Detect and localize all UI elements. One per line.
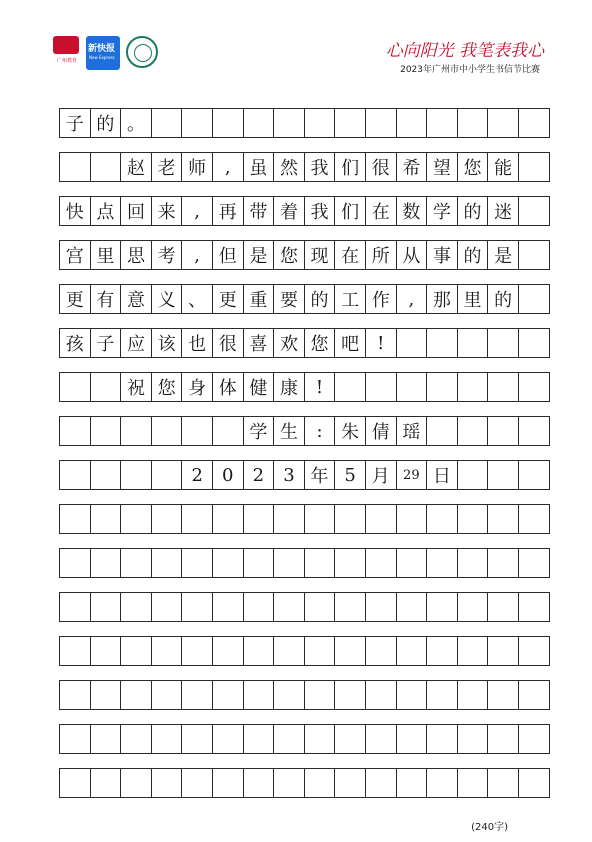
- grid-cell: [518, 328, 550, 358]
- grid-cell: 体: [212, 372, 244, 402]
- grid-row: [59, 108, 549, 138]
- grid-cell: [90, 152, 122, 182]
- grid-cell: [151, 636, 183, 666]
- grid-cell: [304, 636, 336, 666]
- grid-cell: [334, 372, 366, 402]
- grid-cell: [212, 416, 244, 446]
- grid-cell: [151, 460, 183, 490]
- grid-cell: [243, 108, 275, 138]
- grid-cell: 很: [212, 328, 244, 358]
- grid-cell: [518, 152, 550, 182]
- grid-cell: 您: [304, 328, 336, 358]
- grid-cell: 月: [365, 460, 397, 490]
- grid-cell: 日: [426, 460, 458, 490]
- grid-cell: 回: [120, 196, 152, 226]
- grid-cell: 考: [151, 240, 183, 270]
- grid-cell: [151, 592, 183, 622]
- grid-cell: 倩: [365, 416, 397, 446]
- grid-cell: 从: [396, 240, 428, 270]
- grid-cell: [518, 372, 550, 402]
- grid-cell: 更: [212, 284, 244, 314]
- grid-cell: [334, 108, 366, 138]
- grid-cell: 0: [212, 460, 244, 490]
- grid-cell: [396, 548, 428, 578]
- contest-title: 2023年广州市中小学生书信节比赛: [400, 65, 540, 75]
- grid-cell: 2: [243, 460, 275, 490]
- grid-row: [59, 372, 549, 402]
- grid-cell: [457, 592, 489, 622]
- grid-cell: 也: [181, 328, 213, 358]
- grid-cell: 您: [151, 372, 183, 402]
- grid-cell: [151, 416, 183, 446]
- grid-cell: 您: [457, 152, 489, 182]
- grid-cell: ,: [181, 196, 213, 226]
- grid-cell: 应: [120, 328, 152, 358]
- grid-cell: [396, 724, 428, 754]
- grid-cell: 事: [426, 240, 458, 270]
- grid-cell: [90, 768, 122, 798]
- grid-cell: [365, 768, 397, 798]
- page-header: [0, 0, 592, 90]
- grid-cell: [487, 724, 519, 754]
- grid-cell: :: [304, 416, 336, 446]
- grid-cell: [90, 680, 122, 710]
- grid-cell: [59, 724, 91, 754]
- grid-cell: [426, 504, 458, 534]
- grid-cell: [120, 592, 152, 622]
- grid-cell: [181, 636, 213, 666]
- grid-cell: [457, 548, 489, 578]
- grid-cell: [334, 548, 366, 578]
- grid-cell: [212, 680, 244, 710]
- grid-cell: [457, 372, 489, 402]
- grid-cell: [181, 416, 213, 446]
- grid-cell: [90, 504, 122, 534]
- grid-cell: [243, 680, 275, 710]
- grid-cell: 作: [365, 284, 397, 314]
- grid-cell: [243, 592, 275, 622]
- grid-row: [59, 416, 549, 446]
- grid-cell: [273, 108, 305, 138]
- grid-cell: 现: [304, 240, 336, 270]
- grid-cell: [151, 548, 183, 578]
- grid-cell: [426, 416, 458, 446]
- grid-cell: 生: [273, 416, 305, 446]
- grid-cell: [487, 108, 519, 138]
- xinkuaibao-en-label: New Express: [89, 55, 115, 60]
- grid-cell: 意: [120, 284, 152, 314]
- grid-cell: [212, 504, 244, 534]
- grid-cell: ,: [396, 284, 428, 314]
- grid-cell: [59, 504, 91, 534]
- grid-cell: [426, 680, 458, 710]
- grid-cell: 来: [151, 196, 183, 226]
- grid-cell: 工: [334, 284, 366, 314]
- grid-cell: [487, 548, 519, 578]
- grid-cell: [457, 636, 489, 666]
- grid-cell: [487, 328, 519, 358]
- grid-cell: 是: [243, 240, 275, 270]
- grid-cell: 里: [90, 240, 122, 270]
- grid-cell: [518, 460, 550, 490]
- grid-cell: [396, 680, 428, 710]
- grid-cell: 快: [59, 196, 91, 226]
- grid-cell: [365, 592, 397, 622]
- grid-cell: 我: [304, 152, 336, 182]
- grid-cell: 们: [334, 196, 366, 226]
- grid-cell: [457, 504, 489, 534]
- grid-cell: 祝: [120, 372, 152, 402]
- grid-cell: 3: [273, 460, 305, 490]
- grid-cell: 学: [243, 416, 275, 446]
- grid-cell: [120, 636, 152, 666]
- grid-cell: [426, 548, 458, 578]
- grid-cell: [426, 592, 458, 622]
- grid-cell: 有: [90, 284, 122, 314]
- grid-cell: [212, 636, 244, 666]
- grid-cell: [90, 416, 122, 446]
- grid-row: [59, 548, 549, 578]
- grid-cell: 然: [273, 152, 305, 182]
- grid-cell: [518, 504, 550, 534]
- grid-cell: [304, 548, 336, 578]
- grid-cell: [90, 636, 122, 666]
- grid-cell: [243, 768, 275, 798]
- grid-cell: [334, 680, 366, 710]
- grid-cell: 29: [396, 460, 428, 490]
- grid-cell: 健: [243, 372, 275, 402]
- grid-cell: 吧: [334, 328, 366, 358]
- grid-cell: 子: [59, 108, 91, 138]
- grid-cell: 赵: [120, 152, 152, 182]
- grid-cell: [396, 504, 428, 534]
- grid-cell: [273, 680, 305, 710]
- grid-cell: [365, 680, 397, 710]
- grid-cell: [518, 240, 550, 270]
- grid-cell: 那: [426, 284, 458, 314]
- seal-logo: [126, 36, 158, 68]
- grid-cell: [365, 636, 397, 666]
- grid-cell: 虽: [243, 152, 275, 182]
- grid-cell: [426, 636, 458, 666]
- grid-cell: [59, 460, 91, 490]
- grid-row: [59, 636, 549, 666]
- grid-cell: [518, 196, 550, 226]
- grid-cell: 望: [426, 152, 458, 182]
- grid-cell: 更: [59, 284, 91, 314]
- grid-cell: [151, 680, 183, 710]
- grid-cell: [90, 592, 122, 622]
- grid-cell: !: [365, 328, 397, 358]
- grid-row: [59, 724, 549, 754]
- grid-cell: [212, 548, 244, 578]
- grid-cell: [304, 592, 336, 622]
- grid-cell: [396, 636, 428, 666]
- grid-cell: [334, 724, 366, 754]
- grid-cell: [181, 724, 213, 754]
- grid-cell: [518, 592, 550, 622]
- grid-cell: 带: [243, 196, 275, 226]
- grid-cell: [273, 724, 305, 754]
- crown-icon: [53, 36, 79, 54]
- guangzhou-education-logo: [52, 36, 80, 68]
- grid-cell: [426, 328, 458, 358]
- grid-cell: [426, 108, 458, 138]
- grid-cell: 数: [396, 196, 428, 226]
- grid-cell: 在: [365, 196, 397, 226]
- grid-cell: [487, 460, 519, 490]
- grid-cell: [90, 548, 122, 578]
- grid-cell: [273, 592, 305, 622]
- grid-cell: 师: [181, 152, 213, 182]
- grid-cell: [518, 636, 550, 666]
- grid-cell: 学: [426, 196, 458, 226]
- grid-cell: [181, 592, 213, 622]
- grid-cell: 再: [212, 196, 244, 226]
- grid-cell: [151, 108, 183, 138]
- grid-cell: [365, 724, 397, 754]
- grid-cell: [426, 724, 458, 754]
- grid-cell: [487, 592, 519, 622]
- grid-row: [59, 328, 549, 358]
- grid-cell: 2: [181, 460, 213, 490]
- grid-cell: 要: [273, 284, 305, 314]
- grid-cell: [518, 724, 550, 754]
- grid-cell: 的: [457, 196, 489, 226]
- grid-row: [59, 768, 549, 798]
- grid-cell: [304, 108, 336, 138]
- grid-cell: 的: [457, 240, 489, 270]
- xinkuaibao-logo: [86, 36, 120, 70]
- grid-cell: 该: [151, 328, 183, 358]
- grid-cell: 您: [273, 240, 305, 270]
- grid-cell: 里: [457, 284, 489, 314]
- grid-cell: 的: [90, 108, 122, 138]
- grid-cell: 迷: [487, 196, 519, 226]
- grid-cell: 宫: [59, 240, 91, 270]
- grid-cell: [90, 372, 122, 402]
- grid-cell: [120, 460, 152, 490]
- grid-cell: 所: [365, 240, 397, 270]
- grid-cell: [59, 592, 91, 622]
- grid-cell: 能: [487, 152, 519, 182]
- grid-cell: [181, 108, 213, 138]
- grid-cell: 很: [365, 152, 397, 182]
- grid-cell: 我: [304, 196, 336, 226]
- grid-cell: [487, 504, 519, 534]
- grid-cell: 义: [151, 284, 183, 314]
- grid-cell: [273, 548, 305, 578]
- grid-cell: [120, 768, 152, 798]
- grid-cell: 孩: [59, 328, 91, 358]
- grid-cell: [396, 768, 428, 798]
- grid-cell: [120, 504, 152, 534]
- grid-cell: [59, 636, 91, 666]
- grid-cell: [518, 680, 550, 710]
- grid-cell: [304, 680, 336, 710]
- grid-cell: [273, 768, 305, 798]
- grid-cell: [181, 504, 213, 534]
- grid-row: [59, 284, 549, 314]
- grid-cell: [518, 768, 550, 798]
- grid-cell: !: [304, 372, 336, 402]
- grid-cell: 、: [181, 284, 213, 314]
- grid-cell: 希: [396, 152, 428, 182]
- word-count: (240字): [471, 822, 508, 833]
- grid-cell: 思: [120, 240, 152, 270]
- grid-cell: 身: [181, 372, 213, 402]
- grid-cell: [304, 768, 336, 798]
- grid-cell: [273, 636, 305, 666]
- grid-cell: [487, 636, 519, 666]
- grid-cell: [59, 680, 91, 710]
- grid-cell: [181, 768, 213, 798]
- grid-cell: [120, 680, 152, 710]
- grid-cell: [59, 372, 91, 402]
- grid-cell: [304, 504, 336, 534]
- grid-cell: [90, 724, 122, 754]
- grid-row: [59, 152, 549, 182]
- grid-cell: 年: [304, 460, 336, 490]
- grid-cell: 的: [304, 284, 336, 314]
- grid-cell: 着: [273, 196, 305, 226]
- grid-cell: [212, 768, 244, 798]
- grid-cell: [273, 504, 305, 534]
- grid-cell: 重: [243, 284, 275, 314]
- grid-cell: 点: [90, 196, 122, 226]
- grid-cell: [426, 372, 458, 402]
- slogan: 心向阳光 我笔表我心: [385, 41, 544, 61]
- grid-cell: 是: [487, 240, 519, 270]
- grid-cell: [59, 548, 91, 578]
- grid-cell: [90, 460, 122, 490]
- grid-cell: [59, 152, 91, 182]
- grid-cell: [518, 108, 550, 138]
- grid-cell: [181, 548, 213, 578]
- grid-cell: [487, 416, 519, 446]
- grid-cell: [120, 548, 152, 578]
- grid-row: [59, 240, 549, 270]
- grid-cell: ,: [212, 152, 244, 182]
- grid-cell: [151, 768, 183, 798]
- grid-cell: [151, 504, 183, 534]
- grid-cell: 康: [273, 372, 305, 402]
- grid-cell: [243, 504, 275, 534]
- grid-row: [59, 460, 549, 490]
- grid-cell: [304, 724, 336, 754]
- guangzhou-education-label: 广州教育: [56, 58, 77, 64]
- grid-cell: [120, 416, 152, 446]
- grid-cell: [243, 636, 275, 666]
- grid-cell: [59, 768, 91, 798]
- grid-cell: [365, 548, 397, 578]
- grid-cell: [518, 284, 550, 314]
- grid-cell: [396, 592, 428, 622]
- grid-cell: 朱: [334, 416, 366, 446]
- grid-cell: [457, 768, 489, 798]
- grid-cell: [396, 108, 428, 138]
- grid-cell: [457, 460, 489, 490]
- grid-cell: [59, 416, 91, 446]
- grid-cell: [365, 108, 397, 138]
- grid-cell: 欢: [273, 328, 305, 358]
- grid-cell: [457, 108, 489, 138]
- grid-cell: [212, 108, 244, 138]
- grid-cell: [487, 680, 519, 710]
- xinkuaibao-label: 新快报: [88, 44, 116, 54]
- grid-cell: [457, 680, 489, 710]
- grid-cell: [181, 680, 213, 710]
- grid-cell: [396, 372, 428, 402]
- grid-cell: 瑶: [396, 416, 428, 446]
- grid-cell: [426, 768, 458, 798]
- grid-cell: [457, 416, 489, 446]
- grid-cell: [396, 328, 428, 358]
- grid-cell: [518, 548, 550, 578]
- grid-cell: 的: [487, 284, 519, 314]
- grid-row: [59, 592, 549, 622]
- grid-cell: [151, 724, 183, 754]
- grid-cell: [334, 504, 366, 534]
- grid-cell: [457, 328, 489, 358]
- grid-cell: [457, 724, 489, 754]
- grid-cell: 们: [334, 152, 366, 182]
- grid-cell: [487, 768, 519, 798]
- grid-cell: [487, 372, 519, 402]
- grid-cell: [243, 548, 275, 578]
- grid-row: [59, 196, 549, 226]
- grid-cell: 喜: [243, 328, 275, 358]
- grid-cell: [334, 768, 366, 798]
- sponsor-logos: [52, 36, 158, 70]
- grid-cell: [518, 416, 550, 446]
- grid-cell: [212, 724, 244, 754]
- grid-cell: [120, 724, 152, 754]
- grid-cell: [365, 504, 397, 534]
- grid-row: [59, 680, 549, 710]
- grid-cell: ,: [181, 240, 213, 270]
- grid-cell: [243, 724, 275, 754]
- grid-cell: [365, 372, 397, 402]
- grid-row: [59, 504, 549, 534]
- grid-cell: 但: [212, 240, 244, 270]
- grid-cell: 。: [120, 108, 152, 138]
- grid-cell: [212, 592, 244, 622]
- grid-cell: [334, 592, 366, 622]
- grid-cell: 子: [90, 328, 122, 358]
- grid-cell: 在: [334, 240, 366, 270]
- grid-cell: [334, 636, 366, 666]
- grid-cell: 5: [334, 460, 366, 490]
- grid-cell: 老: [151, 152, 183, 182]
